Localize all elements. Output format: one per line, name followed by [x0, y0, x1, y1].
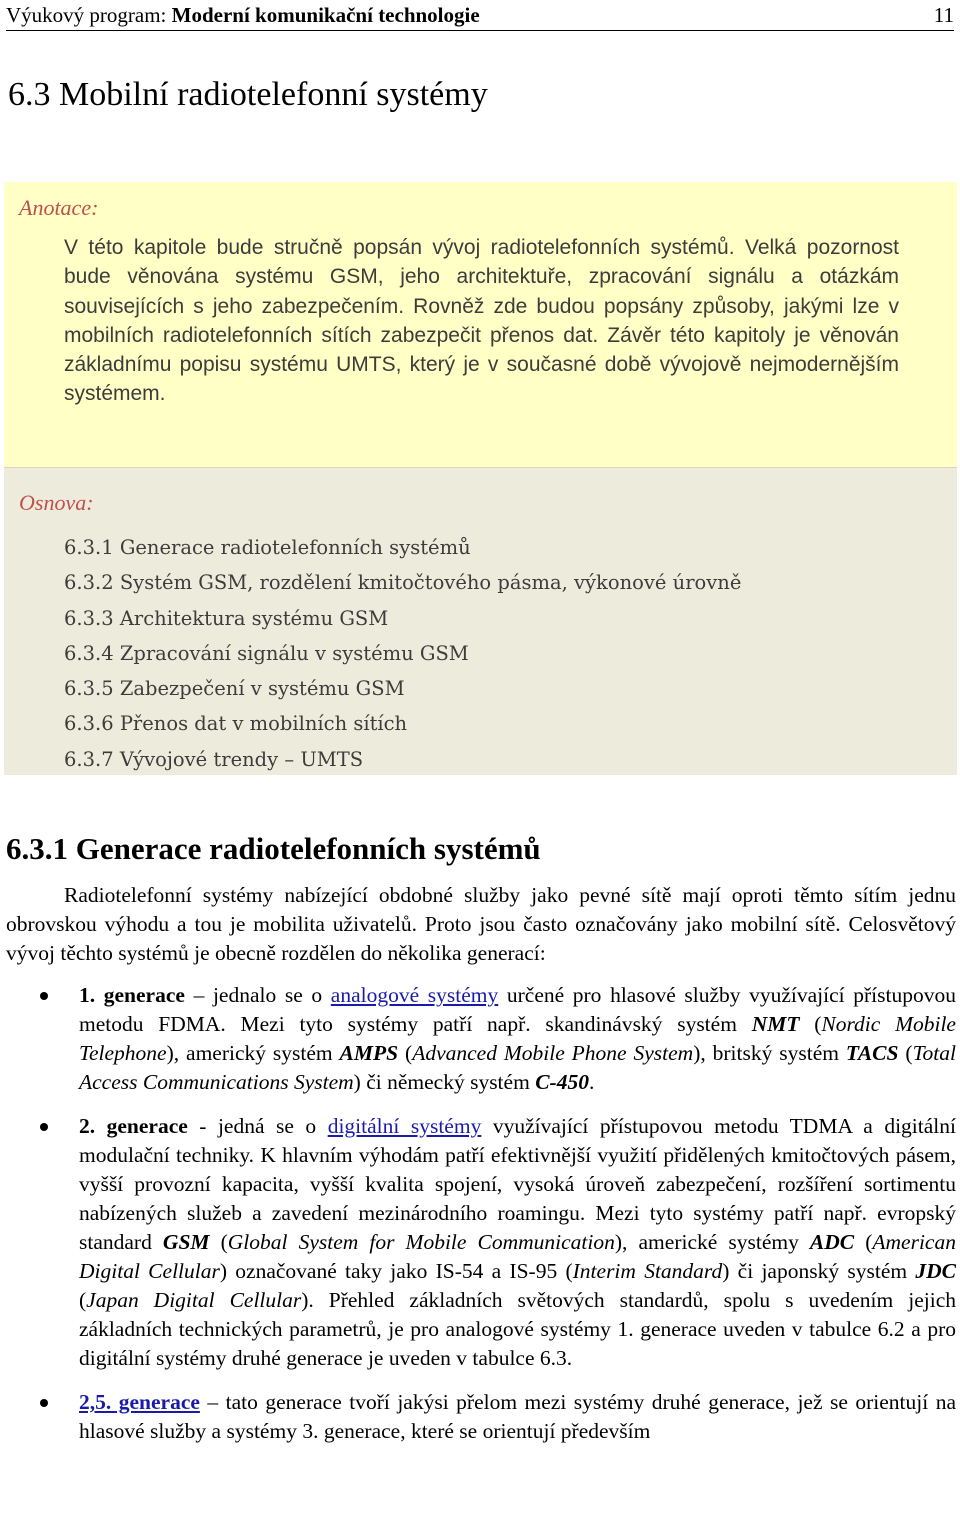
list-item-gen25: 2,5. generace – tato generace tvoří jakýsi přelom mezi systémy druhé generace, jež se orientují na hlasové služby a systémy 3. generace, které se orientují především: [0, 1388, 956, 1446]
outline-item[interactable]: 6.3.3 Architektura systému GSM: [64, 606, 389, 630]
list-item-gen2: 2. generace - jedná se o digitální systémy využívající přístupovou metodu TDMA a digitální modulační techniky. K hlavním výhodám patří efektivnější využití přidělených kmitočtových pásem, vyšší provozní kapacita, vyšší kvalita spojení, vysoká úroveň zabezpečení, rozšíření sortimentu nabízených služeb a zavedení mezinárodního roamingu. Mezi tyto systémy patří např. evropský standard GSM (Global System for Mobile Communication), americké systémy ADC (American Digital Cellular) označované taky jako IS-54 a IS-95 (Interim Standard) či japonský systém JDC (Japan Digital Cellular). Přehled základních světových standardů, spolu s uvedením jejich základních technických parametrů, je pro analogové systémy 1. generace uveden v tabulce 6.2 a pro digitální systémy druhé generace je uveden v tabulce 6.3.: [0, 1112, 956, 1373]
outline-list: [64, 530, 741, 777]
generation-list: [0, 981, 956, 1461]
bullet-icon: [40, 1123, 48, 1131]
annotation-text: V této kapitole bude stručně popsán vývoj radiotelefonních systémů. Velká pozornost bude věnována systému GSM, jeho architektuře, zpracování signálu a otázkám souvisejících s jeho zabezpečením. Rovněž zde budou popsány způsoby, jakými lze v mobilních radiotelefonních sítích zabezpečit přenos dat. Závěr této kapitoly je věnován základnímu popisu systému UMTS, který je v současné době vývojově nejmodernějším systémem.: [64, 236, 899, 406]
bullet-icon: [40, 992, 48, 1000]
section-intro: Radiotelefonní systémy nabízející obdobné služby jako pevné sítě mají oproti těmto sítím jednu obrovskou výhodu a tou je mobilita uživatelů. Proto jsou často označovány jako mobilní sítě. Celosvětový vývoj těchto systémů je obecně rozdělen do několika generací:: [6, 883, 956, 965]
outline-item[interactable]: 6.3.4 Zpracování signálu v systému GSM: [64, 641, 469, 665]
annotation-box: [4, 182, 957, 467]
page-header: [6, 0, 954, 31]
annotation-label: Anotace:: [19, 195, 99, 220]
outline-box: [4, 467, 957, 775]
bullet-icon: [40, 1399, 48, 1407]
list-item-gen1: 1. generace – jednalo se o analogové systémy určené pro hlasové služby využívající přístupovou metodu FDMA. Mezi tyto systémy patří např. skandinávský systém NMT (Nordic Mobile Telephone), americký systém AMPS (Advanced Mobile Phone System), britský systém TACS (Total Access Communications System) či německý systém C-450.: [0, 981, 956, 1097]
outline-item[interactable]: 6.3.2 Systém GSM, rozdělení kmitočtového pásma, výkonové úrovně: [64, 571, 742, 595]
link-analog-systems[interactable]: analogové systémy: [330, 983, 499, 1007]
section-title: 6.3.1 Generace radiotelefonních systémů: [6, 831, 541, 866]
header-title: Výukový program: Moderní komunikační technologie: [6, 3, 480, 27]
outline-item[interactable]: 6.3.7 Vývojové trendy – UMTS: [64, 747, 364, 771]
outline-item[interactable]: 6.3.5 Zabezpečení v systému GSM: [64, 677, 405, 701]
link-digital-systems[interactable]: digitální systémy: [327, 1114, 482, 1138]
page-number: 11: [933, 3, 954, 27]
outline-item[interactable]: 6.3.1 Generace radiotelefonních systémů: [64, 536, 471, 559]
outline-item[interactable]: 6.3.6 Přenos dat v mobilních sítích: [64, 712, 408, 736]
link-gen25[interactable]: 2,5. generace: [79, 1390, 200, 1414]
outline-label: Osnova:: [19, 490, 94, 515]
chapter-title: 6.3 Mobilní radiotelefonní systémy: [8, 76, 488, 113]
